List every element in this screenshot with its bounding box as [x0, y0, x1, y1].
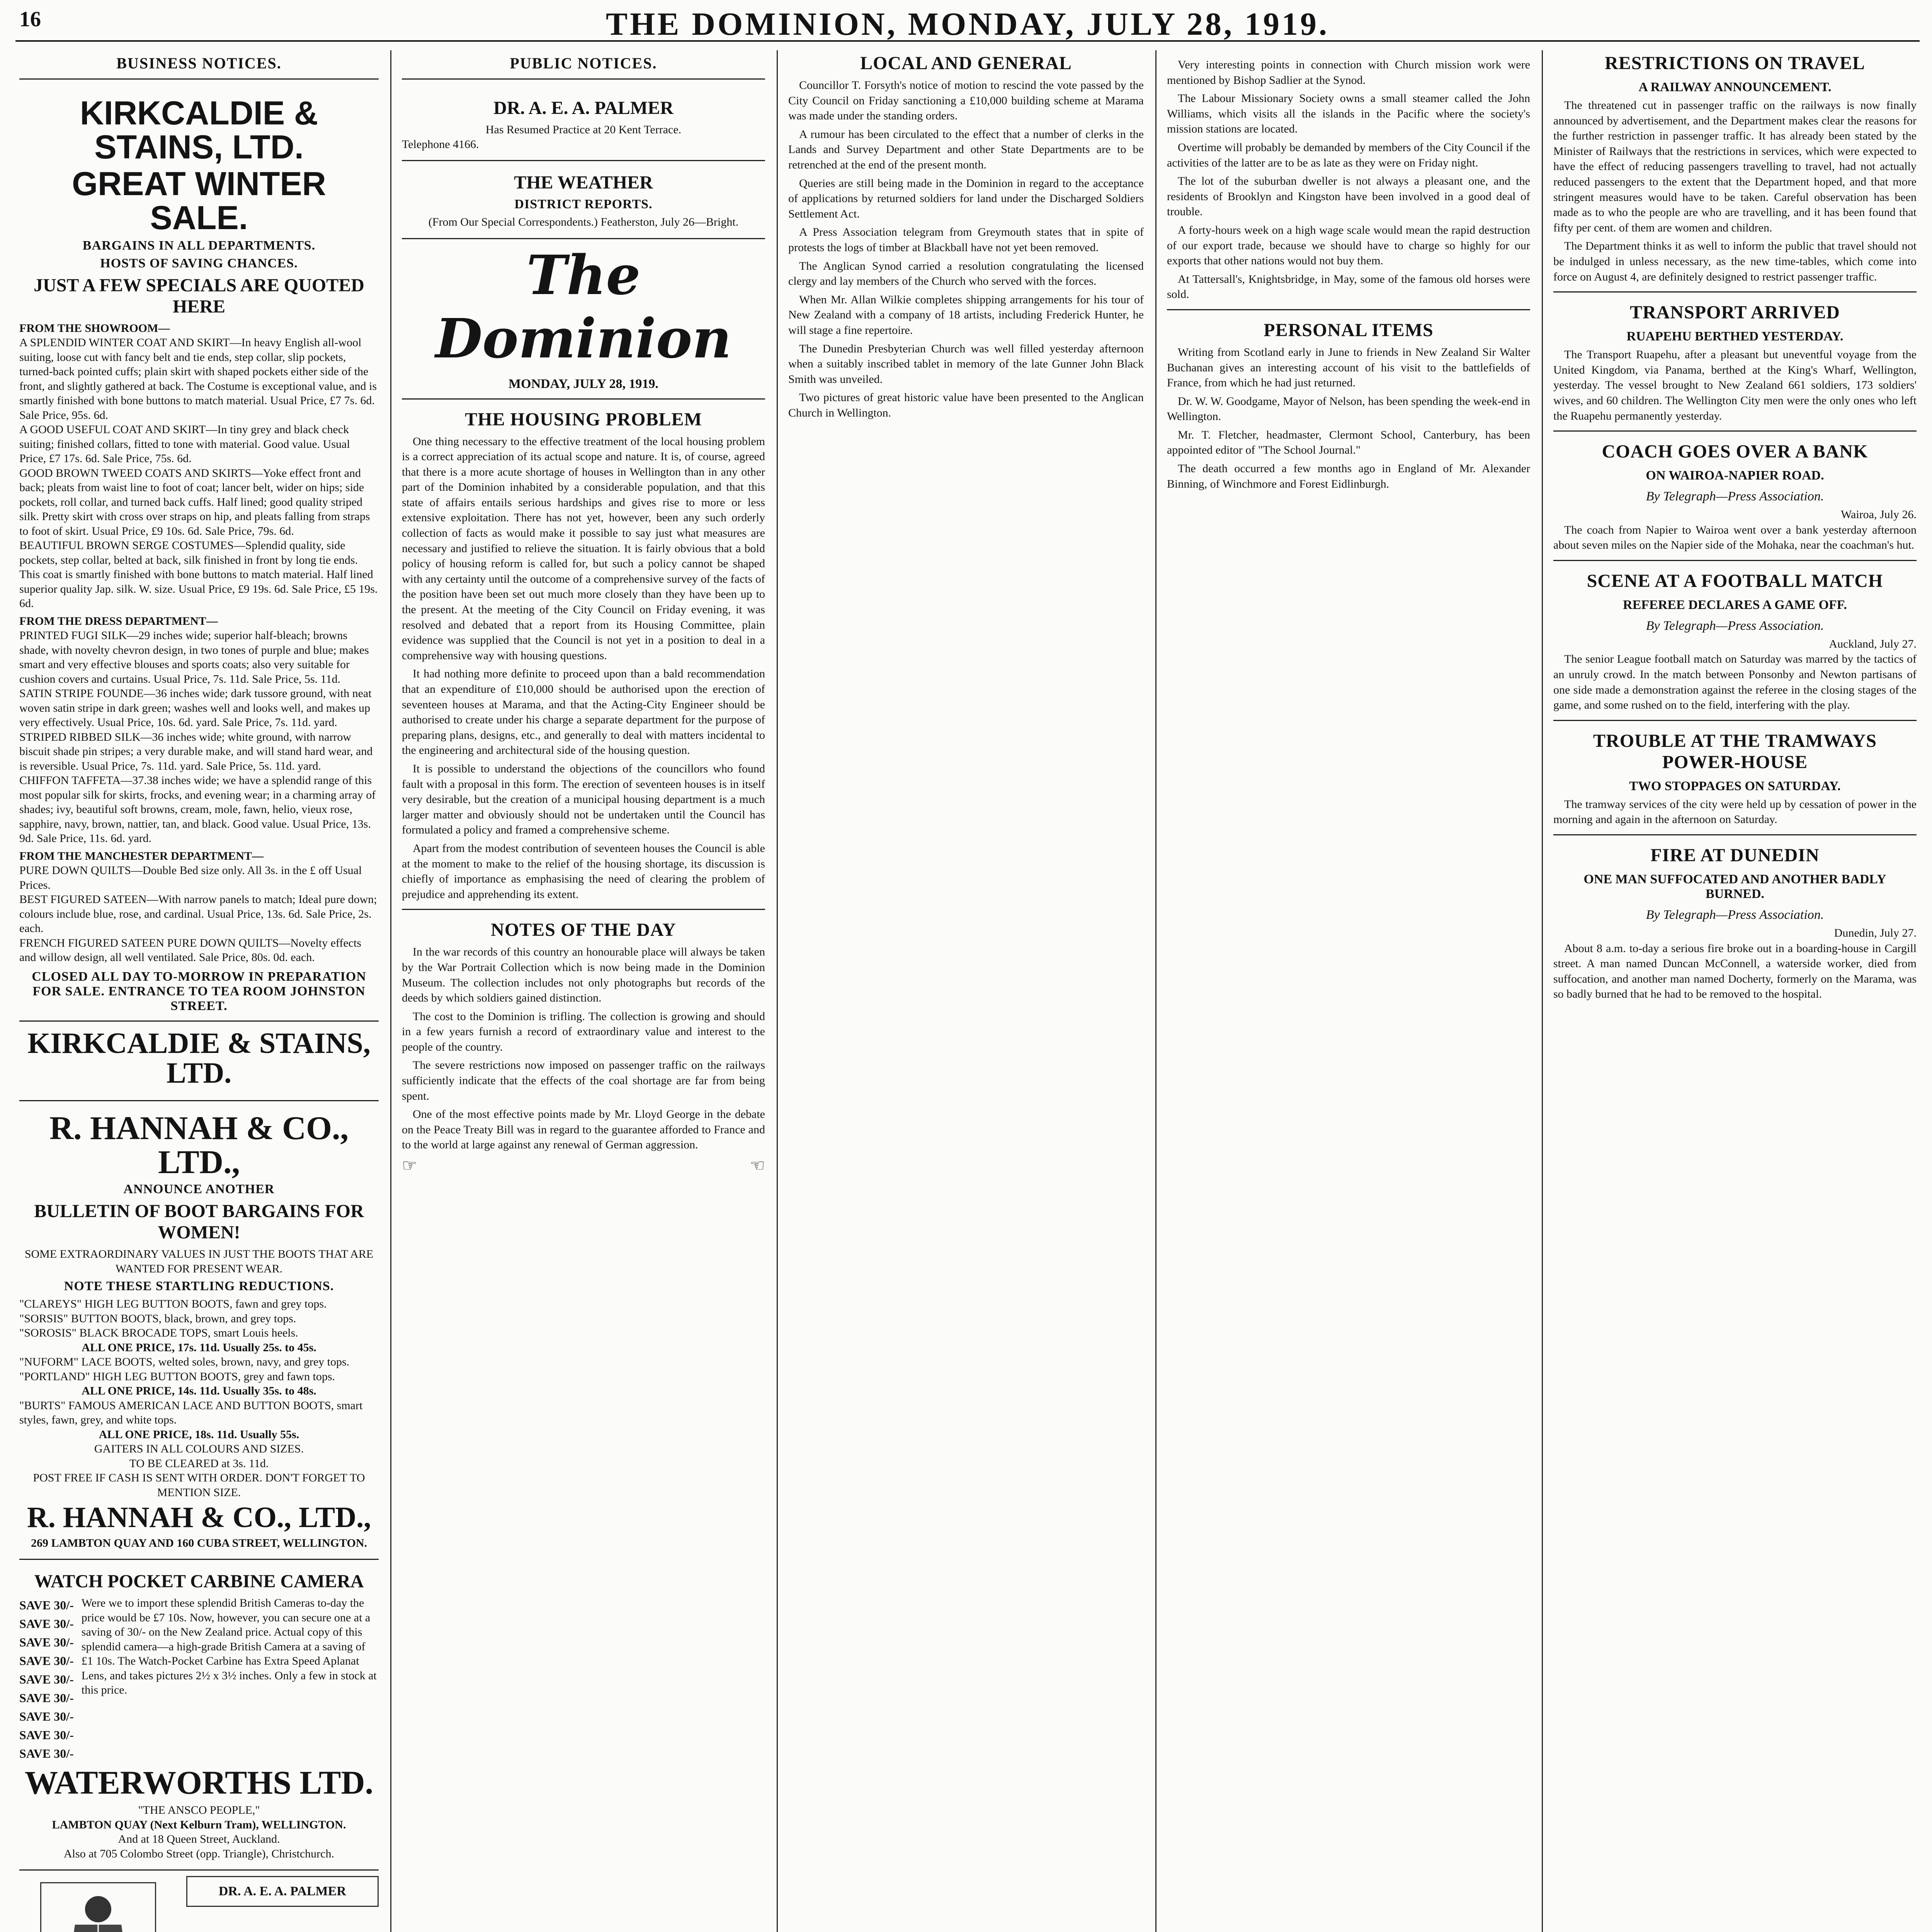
ad-address: Also at 705 Colombo Street (opp. Triangle), Christchurch. [64, 1847, 334, 1860]
ad-body: Were we to import these splendid British Cameras to-day the price would be £7 10s. Now, however, you can secure one at a saving of 30/- on the New Zealand price. Actual copy of this splendid camera—a high-grade British Camera at a saving of £1 10s. The Watch-Pocket Carbine has Extra Speed Aplanat Lens, and takes pictures 2½ x 3½ inches. Only a few in stock at this price. [81, 1597, 377, 1697]
ad-address: And at 18 Queen Street, Auckland. [118, 1833, 280, 1846]
advertiser-name: KIRKCALDIE & STAINS, LTD. [27, 1027, 371, 1090]
save-item: SAVE 30/- [19, 1654, 74, 1668]
ornament-row [402, 1156, 765, 1175]
article-subhead: RUAPEHU BERTHED YESTERDAY. [1626, 329, 1844, 344]
paragraph: The Anglican Synod carried a resolution congratulating the licensed clergy and lay members of the Church who served with the forces. [788, 259, 1144, 288]
paragraph: The Labour Missionary Society owns a small steamer called the John Williams, which visits all the islands in the Pacific where the society's mission stations are located. [1167, 92, 1530, 136]
paragraph: Apart from the modest contribution of seventeen houses the Council is able at the moment to make to the relief of the housing shortage, its discussion is chiefly of importance as emphasising the need of clearing the problem of prejudice and apprehending its extent. [402, 842, 765, 901]
ad-line: TO BE CLEARED at 3s. 11d. [129, 1457, 269, 1470]
ad-intro: SOME EXTRAORDINARY VALUES IN JUST THE BOOTS THAT ARE WANTED FOR PRESENT WEAR. [24, 1248, 374, 1275]
advertiser-name: KIRKCALDIE & STAINS, LTD. [80, 95, 318, 166]
column-rule [777, 50, 778, 1932]
dateline: Dunedin, July 27. [1834, 927, 1917, 940]
list-item: BEST FIGURED SATEEN—With narrow panels to match; Ideal pure down; colours include blue, rose, and cardinal. Usual Price, 13s. 6d. Sale Price, 2s. each. [19, 893, 377, 935]
overcoat-figure-icon [40, 1882, 156, 1932]
personal-text [1167, 345, 1530, 492]
paragraph: One thing necessary to the effective treatment of the local housing problem is a correct appreciation of its actual scope and nature. It is, of course, agreed that there is a more acute shortage of houses in Wellington than in any other part of the Dominion inhabited by a considerable population, and that this state of affairs entails serious hardships and gives rise to more or less extensive exploitation. There has not yet, however, been any such orderly collection of facts as would make it possible to say just what measures are necessary and justified to relieve the situation. It is fairly obvious that a bold policy of housing reform is called for, but such a policy cannot be shaped with any certainty until the outcome of a comprehensive survey of the facts of the position have been set out much more closely than they have been up to the present. At the meeting of the City Council on Friday evening, it was resolved and debated that a report from its Housing Committee, plain evidence was supplied that the Council is not yet in a position to deal in a comprehensive way with housing questions. [402, 435, 765, 662]
kirkcaldie-advert [19, 87, 379, 1101]
local-general-text [788, 78, 1144, 420]
price-line: ALL ONE PRICE, 17s. 11d. Usually 25s. to 45s. [82, 1341, 316, 1354]
paragraph: The severe restrictions now imposed on passenger traffic on the railways sufficiently indicate that the effects of the coal shortage are far from being spent. [402, 1059, 765, 1102]
paragraph: Councillor T. Forsyth's notice of motion to rescind the vote passed by the City Council on Friday sanctioning a £10,000 building scheme at Marama was made under the standing orders. [788, 79, 1144, 122]
divider [1553, 430, 1917, 432]
paragraph: The lot of the suburban dweller is not always a pleasant one, and the residents of Brooklyn and Kingston have been involved in a good deal of trouble. [1167, 175, 1530, 218]
divider [1553, 720, 1917, 721]
ad-headline: THE WEATHER [514, 172, 653, 193]
dateline: Wairoa, July 26. [1841, 508, 1917, 521]
advertiser-name: R. HANNAH & CO., LTD., [27, 1501, 371, 1534]
palmer-notice [402, 87, 765, 161]
ad-line: "THE ANSCO PEOPLE," [138, 1804, 260, 1817]
paragraph: It is possible to understand the objections of the councillors who found fault with a proposal in this form. The erection of seventeen houses is in itself very desirable, but the creation of a municipal housing department is a much larger matter and obviously should not be undertaken until the Council has formulated a policy and framed a comprehensive scheme. [402, 762, 765, 837]
paragraph: The Transport Ruapehu, after a pleasant but uneventful voyage from the United Kingdom, via Panama, berthed at the King's Wharf, Wellington, yesterday. The vessel brought to New Zealand 661 soldiers, 173 soldiers' wives, and 60 children. The Wellington City men were the only ones who left the Ruapehu permanently yesterday. [1553, 348, 1917, 422]
notes-headline: NOTES OF THE DAY [491, 920, 676, 940]
paragraph: The coach from Napier to Wairoa went over a bank yesterday afternoon about seven miles on the Napier side of the Mohaka, near the coachman's hut. [1553, 523, 1917, 552]
price-line: ALL ONE PRICE, 18s. 11d. Usually 55s. [99, 1428, 299, 1441]
save-item: SAVE 30/- [19, 1728, 74, 1742]
ad-headline: DR. A. E. A. PALMER [493, 98, 673, 118]
list-item: SATIN STRIPE FOUNDE—36 inches wide; dark tussore ground, with neat woven satin stripe in dark green; washes well and looks well, and makes up very effectively. Usual Price, 10s. 6d. yard. Sale Price, 7s. 11d. yard. [19, 687, 372, 729]
column-header: PUBLIC NOTICES. [402, 50, 765, 80]
article-text [1553, 347, 1917, 423]
box-title: DR. A. E. A. PALMER [218, 1884, 346, 1899]
weather-box [402, 161, 765, 239]
section-headline: PERSONAL ITEMS [1264, 320, 1434, 340]
list-item: A SPLENDID WINTER COAT AND SKIRT—In heavy English all-wool suiting, loose cut with fancy belt and tie ends, step collar, slip pockets, turned-back pointed cuffs; plain skirt with shaped pockets either side of the front, and slightly gathered at back. The Costume is exceptional value, and is smartly finished with bone buttons to match material. Usual Price, £7 7s. 6d. Sale Price, 95s. 6d. [19, 336, 377, 422]
ad-line: Telephone 4166. [402, 138, 479, 151]
article-headline: SCENE AT A FOOTBALL MATCH [1587, 570, 1883, 591]
article-headline: RESTRICTIONS ON TRAVEL [1605, 53, 1865, 73]
divider [19, 1020, 379, 1022]
advertiser-name: R. HANNAH & CO., LTD., [49, 1109, 349, 1180]
article-headline: TRANSPORT ARRIVED [1630, 302, 1840, 323]
list-item: "BURTS" FAMOUS AMERICAN LACE AND BUTTON BOOTS, smart styles, fawn, grey, and white tops. [19, 1399, 363, 1427]
dept-label: FROM THE SHOWROOM— [19, 321, 170, 335]
section-headline: LOCAL AND GENERAL [860, 53, 1072, 73]
sale-title: GREAT WINTER SALE. [72, 165, 326, 237]
list-item: GOOD BROWN TWEED COATS AND SKIRTS—Yoke effect front and back; pleats from waist line to foot of coat; lancer belt, wider on hips; side pockets, roll collar, and turned back cuffs. Half lined; good quality striped silk. Pretty skirt with cross over straps on hip, and pleats falling from straps to foot of skirt. Usual Price, £9 10s. 6d. Sale Price, 79s. 6d. [19, 466, 370, 537]
list-item: STRIPED RIBBED SILK—36 inches wide; white ground, with narrow biscuit shade pin stripes; a very durable make, and will stand hard wear, and is reversible. Usual Price, 7s. 11d. yard. Sale Price, 5s. 11d. yard. [19, 730, 373, 772]
list-item: "NUFORM" LACE BOOTS, welted soles, brown, navy, and grey tops. [19, 1355, 350, 1369]
list-item: A GOOD USEFUL COAT AND SKIRT—In tiny grey and black check suiting; finished collars, fitted to tone with material. Good value. Usual Price, £7 17s. 6d. Sale Price, 75s. 6d. [19, 423, 350, 465]
paragraph: At Tattersall's, Knightsbridge, in May, some of the famous old horses were sold. [1167, 272, 1530, 301]
divider [1167, 309, 1530, 310]
save-item: SAVE 30/- [19, 1747, 74, 1761]
price-line: ALL ONE PRICE, 14s. 11d. Usually 35s. to 48s. [82, 1384, 316, 1398]
ad-line: GAITERS IN ALL COLOURS AND SIZES. [94, 1442, 304, 1456]
small-ads-left [19, 1871, 177, 1932]
dept-label: FROM THE DRESS DEPARTMENT— [19, 614, 218, 628]
masthead-title: THE DOMINION, MONDAY, JULY 28, 1919. [605, 6, 1330, 42]
ad-line: ANNOUNCE ANOTHER [123, 1182, 275, 1197]
column-rule [1542, 50, 1543, 1932]
article-text [1553, 651, 1917, 713]
small-ads-row [19, 1871, 379, 1932]
paragraph: The Department thinks it as well to inform the public that travel should not be indulged in unless necessary, as the new time-tables, which come into force on August 4, are definitely designed to restrict passenger traffic. [1553, 240, 1917, 283]
article-headline: COACH GOES OVER A BANK [1602, 441, 1868, 462]
list-item: FRENCH FIGURED SATEEN PURE DOWN QUILTS—Novelty effects and willow design, all well ventilated. Sale Price, 80s. 0d. each. [19, 936, 361, 964]
paragraph: Two pictures of great historic value have been presented to the Anglican Church in Wellington. [788, 391, 1144, 419]
dateline: Auckland, July 27. [1829, 637, 1917, 650]
byline: By Telegraph—Press Association. [1646, 908, 1824, 922]
ad-line: NOTE THESE STARTLING REDUCTIONS. [64, 1279, 334, 1294]
notice-box [186, 1876, 379, 1907]
article-headline: FIRE AT DUNEDIN [1650, 845, 1820, 866]
paragraph: It had nothing more definite to proceed upon than a bald recommendation that an expenditure of £10,000 should be authorised upon the erection of seventeen houses at Marama, and that the Acting-City Engineer should be authorised to create under his charge a separate department for the purpose of preparing plans, designs, etc., and generally to deal with matters incidental to the engineering and architectural side of the housing question. [402, 667, 765, 757]
paragraph: A Press Association telegram from Greymouth states that in spite of protests the logs of timber at Blackball have not yet been removed. [788, 226, 1144, 254]
paragraph: Very interesting points in connection with Church mission work were mentioned by Bishop Sadlier at the Synod. [1167, 58, 1530, 87]
paragraph: Queries are still being made in the Dominion in regard to the acceptance of applications by returned soldiers for land under the Discharged Soldiers Settlement Act. [788, 177, 1144, 220]
watch-camera-advert [19, 1560, 379, 1871]
save-item: SAVE 30/- [19, 1691, 74, 1705]
pointing-hand-icon: ☜ [750, 1156, 765, 1175]
article-headline: TROUBLE AT THE TRAMWAYS POWER-HOUSE [1593, 730, 1877, 772]
masthead [15, 5, 1920, 42]
paragraph: Overtime will probably be demanded by members of the City Council if the activities of the latter are to be as late as they were on Friday night. [1167, 141, 1530, 169]
article-subhead: ONE MAN SUFFOCATED AND ANOTHER BADLY BURNED. [1583, 872, 1886, 901]
save-item: SAVE 30/- [19, 1635, 74, 1650]
column-rule [390, 50, 391, 1932]
divider [402, 909, 765, 910]
paragraph: One of the most effective points made by Mr. Lloyd George in the debate on the Peace Treaty Bill was in regard to the guarantee afforded to France and to the world at large against any renewal of German aggression. [402, 1108, 765, 1151]
list-item: CHIFFON TAFFETA—37.38 inches wide; we have a splendid range of this most popular silk for skirts, frocks, and evening wear; in a charming array of shades; ivy, beautiful soft browns, cream, mole, fawn, helio, vieux rose, sapphire, navy, brown, nattier, tan, and black. Good value. Usual Price, 13s. 9d. Sale Price, 11s. 6d. yard. [19, 774, 376, 845]
paragraph: Mr. T. Fletcher, headmaster, Clermont School, Canterbury, has been appointed editor of "The School Journal." [1167, 428, 1530, 457]
list-item: "SORSIS" BUTTON BOOTS, black, brown, and grey tops. [19, 1312, 296, 1325]
ad-headline: JUST A FEW SPECIALS ARE QUOTED HERE [34, 275, 364, 317]
article-text [1553, 797, 1917, 827]
list-item: BEAUTIFUL BROWN SERGE COSTUMES—Splendid quality, side pockets, step collar, belted at back, silk finished in front by long tie ends. This coat is smartly finished with bone buttons to match material. Half lined superior quality Jap. silk. W. size. Usual Price, £9 19s. 6d. Sale Price, £5 19s. 6d. [19, 539, 378, 610]
article-subhead: TWO STOPPAGES ON SATURDAY. [1629, 779, 1841, 793]
advertiser-name: WATERWORTHS LTD. [25, 1764, 373, 1801]
ad-address: 269 LAMBTON QUAY AND 160 CUBA STREET, WELLINGTON. [31, 1536, 367, 1549]
paragraph: The threatened cut in passenger traffic on the railways is now finally announced by advertisement, and the Department makes clear the reasons for the further restriction in passenger traffic. It has already been stated by the Minister of Railways that the restrictions in services, which were expected to have the effect of reducing passengers travelling to travel, had not actually reduced passengers to the extent that the Department hoped, and that more stringent measures would have to be taken. Careful observation has been made as to who the people are who are travelling, and it has been found that fifty per cent. of them are women and children. [1553, 99, 1917, 234]
dept-label: FROM THE MANCHESTER DEPARTMENT— [19, 849, 264, 862]
save-list [19, 1596, 74, 1763]
editorial-headline: THE HOUSING PROBLEM [465, 409, 702, 430]
ad-headline: WATCH POCKET CARBINE CAMERA [34, 1571, 364, 1592]
newspaper-nameplate: The Dominion [435, 243, 732, 371]
column-rule [1155, 50, 1156, 1932]
save-item: SAVE 30/- [19, 1672, 74, 1687]
small-ads-right [186, 1871, 379, 1932]
article-text [1553, 98, 1917, 284]
watch-ad-body [19, 1596, 379, 1763]
hannah-advert [19, 1101, 379, 1560]
paragraph: The tramway services of the city were held up by cessation of power in the morning and again in the afternoon on Saturday. [1553, 798, 1917, 826]
article-subhead: REFEREE DECLARES A GAME OFF. [1623, 597, 1847, 612]
ad-line: (From Our Special Correspondents.) Featherston, July 26—Bright. [428, 216, 739, 228]
paragraph: About 8 a.m. to-day a serious fire broke out in a boarding-house in Cargill street. A man named Duncan McConnell, a waterside worker, died from suffocation, and another man named Docherty, formerly on the Marama, was so badly burned that he had to be removed to the hospital. [1553, 942, 1917, 1001]
list-item: PRINTED FUGI SILK—29 inches wide; superior half-bleach; browns shade, with novelty chevron design, in two tones of purple and blue; makes smart and very effective blouses and sports coats; also very suitable for cushion covers and curtains. Usual Price, 7s. 11d. Sale Price, 5s. 11d. [19, 629, 369, 685]
byline: By Telegraph—Press Association. [1646, 489, 1824, 504]
column-local-general [788, 50, 1144, 1932]
paragraph: The death occurred a few months ago in England of Mr. Alexander Binning, of Winchmore and Forest Eidlinburgh. [1167, 462, 1530, 490]
ad-line: HOSTS OF SAVING CHANCES. [100, 256, 298, 270]
save-item: SAVE 30/- [19, 1617, 74, 1631]
paragraph: Dr. W. W. Goodgame, Mayor of Nelson, has been spending the week-end in Wellington. [1167, 395, 1530, 423]
paragraph: In the war records of this country an honourable place will always be taken by the War Portrait Collection which is now being made in the Dominion Museum. The collection includes not only photographs but records of the deeds by which soldiers gained distinction. [402, 946, 765, 1005]
paragraph: Writing from Scotland early in June to friends in New Zealand Sir Walter Buchanan gives an interesting account of his visit to the battlefields of France, from which he had just returned. [1167, 345, 1530, 389]
divider [402, 398, 765, 400]
page-number: 16 [19, 7, 41, 31]
ad-line: BARGAINS IN ALL DEPARTMENTS. [82, 238, 316, 253]
divider [1553, 560, 1917, 561]
column-business-notices [19, 50, 379, 1932]
article-text [1553, 522, 1917, 553]
paragraph: The senior League football match on Saturday was marred by the tactics of an unruly crowd. In the match between Ponsonby and Newton partisans of one side made a demonstration against the referee in the closing stages of the game, and some rushed on to the field, interfering with the play. [1553, 653, 1917, 712]
list-item: "SOROSIS" BLACK BROCADE TOPS, smart Louis heels. [19, 1327, 298, 1340]
column-personal [1167, 50, 1530, 1932]
ad-line: Has Resumed Practice at 20 Kent Terrace. [485, 123, 682, 136]
paragraph: When Mr. Allan Wilkie completes shipping arrangements for his tour of New Zealand with a company of 18 artists, including Frederick Hunter, he will stage a fine repertoire. [788, 293, 1144, 337]
editorial-text [402, 434, 765, 902]
overcoat-advert [19, 1871, 177, 1932]
paragraph: A forty-hours week on a high wage scale would mean the rapid destruction of our export trade, because we should have to charge so highly for our exports that other nations would not buy them. [1167, 223, 1530, 267]
list-item: "CLAREYS" HIGH LEG BUTTON BOOTS, fawn and grey tops. [19, 1298, 327, 1311]
ad-address: LAMBTON QUAY (Next Kelburn Tram), WELLINGTON. [52, 1818, 346, 1831]
paragraph: A rumour has been circulated to the effect that a number of clerks in the Lands and Survey Department and other State Departments are to be retrenched at the end of the present month. [788, 128, 1144, 171]
divider [1553, 834, 1917, 835]
ad-closing: CLOSED ALL DAY TO-MORROW IN PREPARATION FOR SALE. ENTRANCE TO TEA ROOM JOHNSTON STREET. [32, 969, 366, 1013]
paragraph: The Dunedin Presbyterian Church was well filled yesterday afternoon when a suitably inscribed tablet in memory of the late Gunner John Black Smith was unveiled. [788, 342, 1144, 386]
article-subhead: A RAILWAY ANNOUNCEMENT. [1638, 80, 1832, 94]
save-item: SAVE 30/- [19, 1709, 74, 1724]
paragraph: The cost to the Dominion is trifling. The collection is growing and should in a few years furnish a record of extraordinary value and interest to the people of the country. [402, 1010, 765, 1053]
divider [1553, 291, 1917, 293]
article-subhead: ON WAIROA-NAPIER ROAD. [1646, 468, 1824, 483]
editorial-date: MONDAY, JULY 28, 1919. [509, 376, 658, 391]
column-news [1553, 50, 1917, 1932]
list-item: PURE DOWN QUILTS—Double Bed size only. All 3s. in the £ off Usual Prices. [19, 864, 362, 891]
column-header: BUSINESS NOTICES. [19, 50, 379, 80]
save-item: SAVE 30/- [19, 1598, 74, 1612]
list-item: "PORTLAND" HIGH LEG BUTTON BOOTS, grey and fawn tops. [19, 1370, 335, 1383]
continued-text [1167, 57, 1530, 302]
ad-line: DISTRICT REPORTS. [514, 197, 653, 211]
byline: By Telegraph—Press Association. [1646, 618, 1824, 633]
ad-line: POST FREE IF CASH IS SENT WITH ORDER. DON'T FORGET TO MENTION SIZE. [33, 1471, 365, 1499]
article-text [1553, 941, 1917, 1002]
column-public-notices [402, 50, 765, 1932]
ad-headline: BULLETIN OF BOOT BARGAINS FOR WOMEN! [34, 1201, 364, 1243]
notes-text [402, 944, 765, 1153]
pointing-hand-icon: ☞ [402, 1156, 417, 1175]
